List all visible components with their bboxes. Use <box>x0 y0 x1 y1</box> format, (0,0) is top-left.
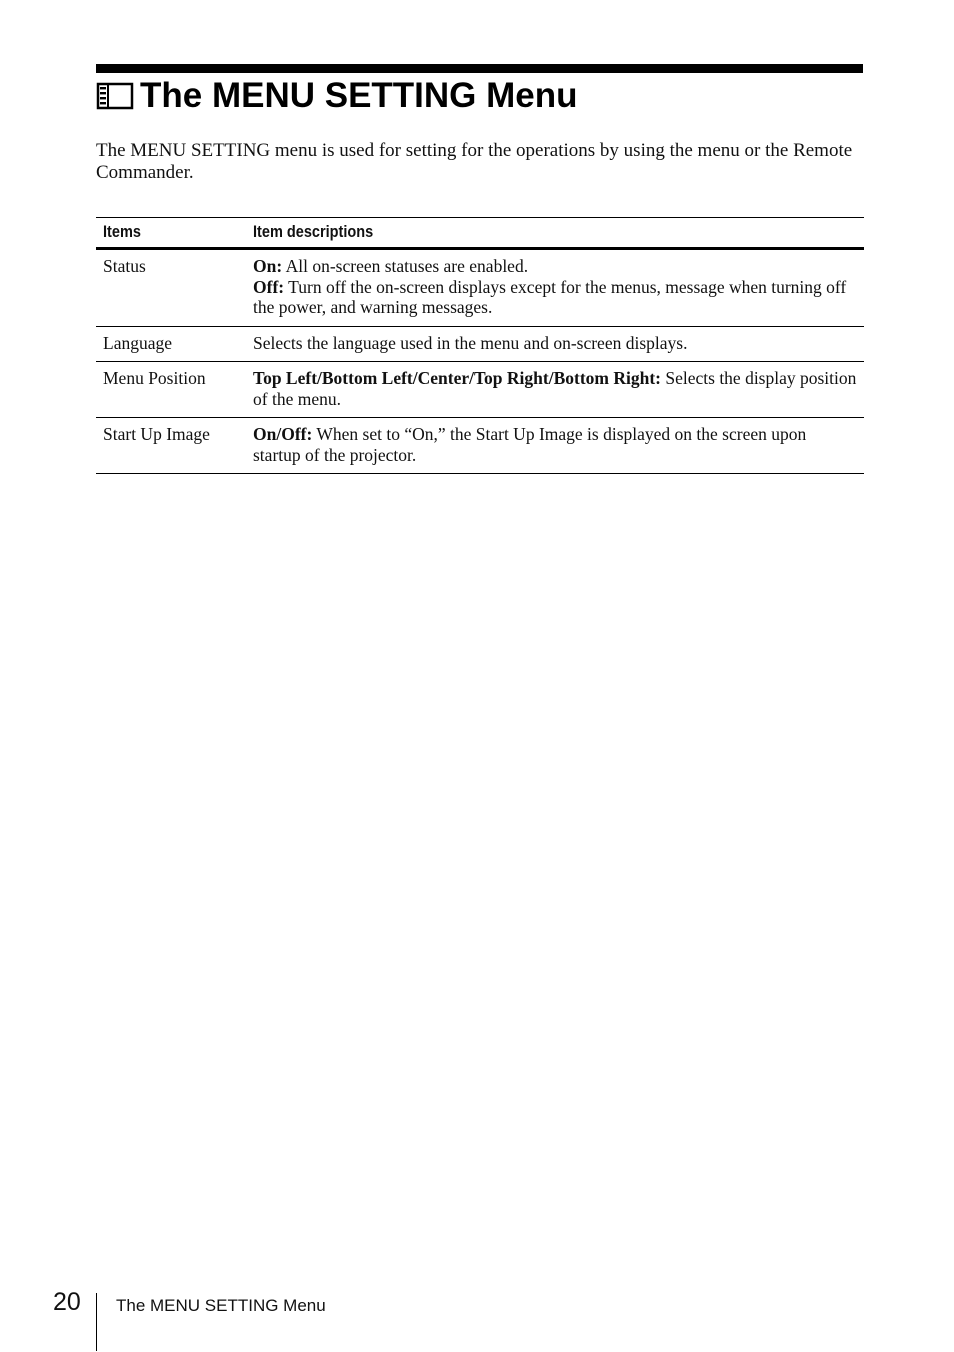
table-row <box>96 418 864 474</box>
option-text: Turn off the on-screen displays except for the menus, message when turning off the power, and warning messages. <box>253 276 847 317</box>
item-name-cell: Language <box>96 326 246 362</box>
option-text: When set to “On,” the Start Up Image is displayed on the screen upon startup of the projector. <box>253 424 807 465</box>
title-row <box>96 74 578 118</box>
description-line <box>253 333 857 354</box>
header-items: Items <box>96 218 246 249</box>
footer-section-label: The MENU SETTING Menu <box>116 1296 326 1315</box>
item-description-cell <box>246 326 864 362</box>
option-label: Top Left/Bottom Left/Center/Top Right/Bottom Right: <box>253 368 661 388</box>
footer-divider <box>96 1293 97 1351</box>
title-top-rule <box>96 64 863 73</box>
description-line <box>253 424 857 465</box>
table-header-row <box>96 218 864 249</box>
menu-setting-icon <box>96 81 134 111</box>
table-row <box>96 362 864 418</box>
option-text: Selects the display position of the menu. <box>253 368 857 409</box>
item-name-cell: Menu Position <box>96 362 246 418</box>
table-row <box>96 249 864 327</box>
page-number: 20 <box>53 1288 81 1316</box>
option-label: On/Off: <box>253 424 313 444</box>
intro-paragraph: The MENU SETTING menu is used for setting for the operations by using the menu or the Remote Commander. <box>96 140 853 183</box>
page-title: The MENU SETTING Menu <box>140 76 578 115</box>
item-description-cell <box>246 249 864 327</box>
item-name-cell: Status <box>96 249 246 327</box>
menu-setting-table <box>96 217 864 474</box>
description-line <box>253 256 857 277</box>
description-line <box>253 277 857 318</box>
description-line <box>253 368 857 409</box>
item-description-cell <box>246 362 864 418</box>
option-text: Selects the language used in the menu and on-screen displays. <box>253 332 688 353</box>
option-label: On: <box>253 256 283 276</box>
table-row <box>96 326 864 362</box>
header-descriptions: Item descriptions <box>246 218 864 249</box>
item-description-cell <box>246 418 864 474</box>
option-label: Off: <box>253 276 285 297</box>
item-name-cell: Start Up Image <box>96 418 246 474</box>
option-text: All on-screen statuses are enabled. <box>282 256 529 276</box>
